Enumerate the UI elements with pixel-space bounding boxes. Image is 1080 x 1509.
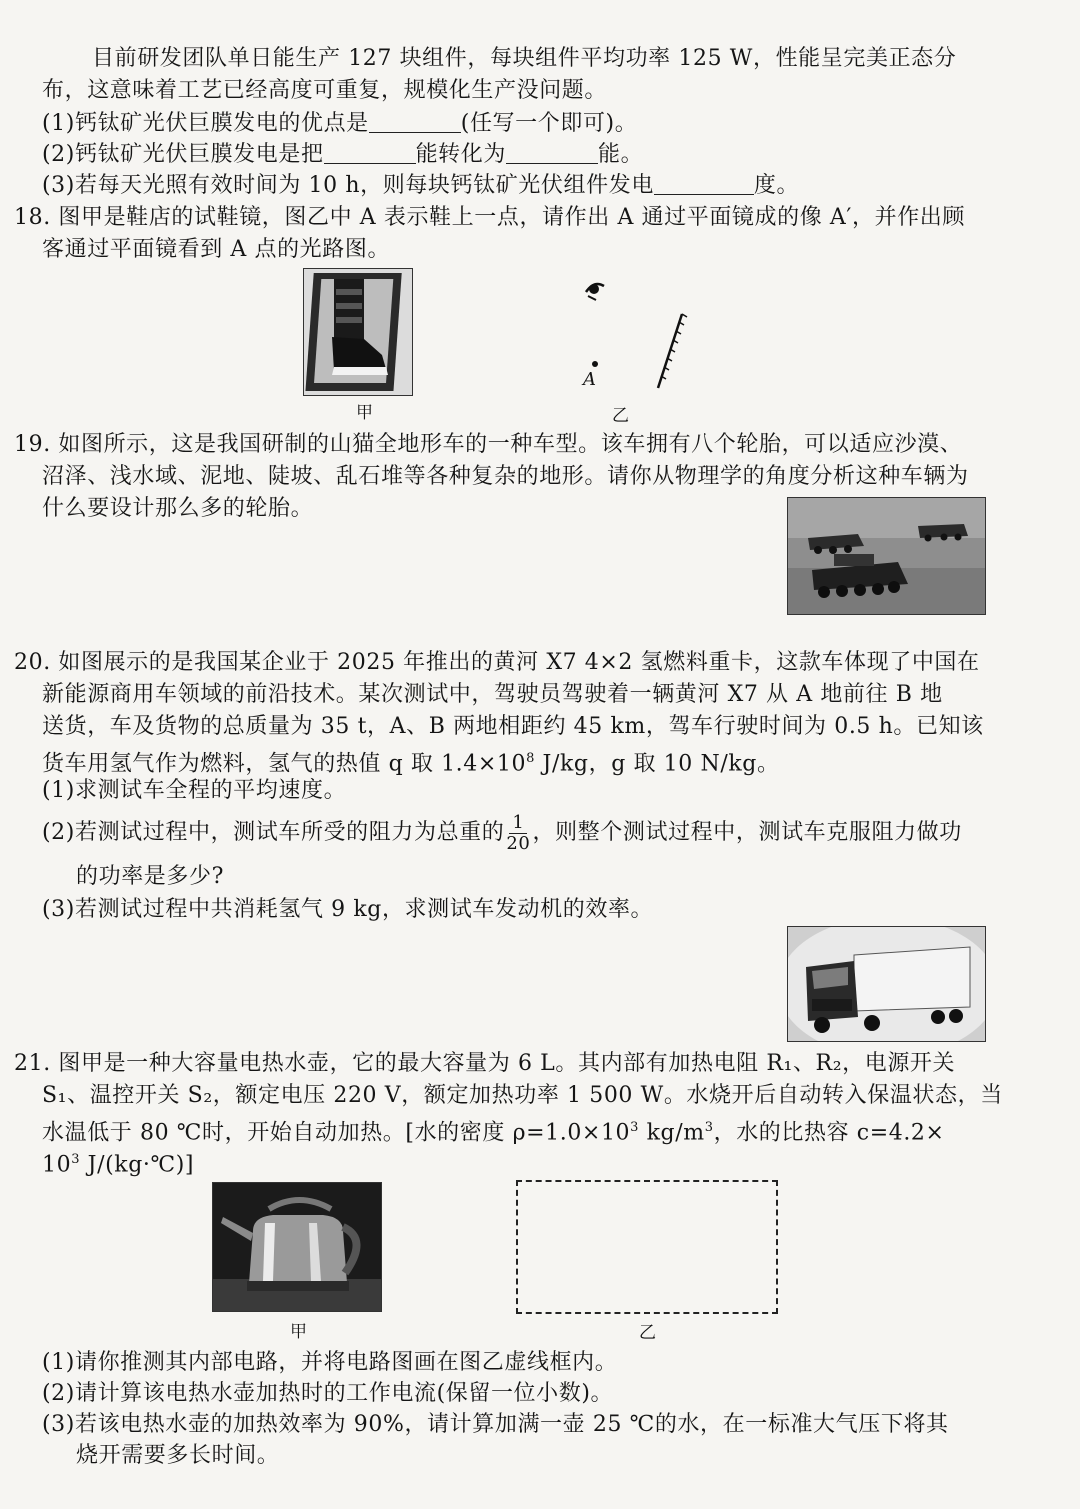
q21-line <box>42 1145 194 1180</box>
q18-line: 客通过平面镜看到 A 点的光路图。 <box>42 237 391 262</box>
q20-line: 新能源商用车领域的前沿技术。某次测试中，驾驶员驾驶着一辆黄河 X7 从 A 地前往 B 地 <box>42 682 943 707</box>
shoe-mirror-photo <box>303 268 413 396</box>
q21-text: kg/m <box>639 1120 705 1146</box>
answer-blank[interactable] <box>324 141 416 164</box>
exponent: 8 <box>526 751 535 766</box>
fraction <box>506 813 530 854</box>
q21-sub1: (1)请你推测其内部电路，并将电路图画在图乙虚线框内。 <box>42 1350 618 1375</box>
fraction-denominator: 20 <box>506 832 531 854</box>
electric-kettle-photo <box>212 1182 382 1312</box>
q17-sub3-text: 度。 <box>753 173 800 198</box>
q20-line: 20. 如图展示的是我国某企业于 2025 年推出的黄河 X7 4×2 氢燃料重卡，这款车体现了中国在 <box>14 650 980 675</box>
plane-mirror <box>658 314 687 388</box>
q21-sub2: (2)请计算该电热水壶加热时的工作电流(保留一位小数)。 <box>42 1381 614 1406</box>
q21-sub3-cont: 烧开需要多长时间。 <box>76 1443 280 1468</box>
intro-line: 目前研发团队单日能生产 127 块组件，每块组件平均功率 125 W，性能呈完美正态分 <box>92 46 957 71</box>
q21-line: 21. 图甲是一种大容量电热水壶，它的最大容量为 6 L。其内部有加热电阻 R₁、R₂，电源开关 <box>14 1051 956 1076</box>
q17-sub3 <box>42 171 799 201</box>
q17-sub2-text: (2)钙钛矿光伏巨膜发电是把 <box>42 142 324 167</box>
fraction-numerator: 1 <box>509 813 527 834</box>
exponent: 3 <box>630 1120 640 1135</box>
intro-line: 布，这意味着工艺已经高度可重复，规模化生产没问题。 <box>42 78 608 103</box>
answer-blank[interactable] <box>506 141 598 164</box>
q21-text: 水温低于 80 ℃时，开始自动加热。[水的密度 ρ=1.0×10 <box>42 1120 631 1146</box>
exponent: 3 <box>704 1120 714 1135</box>
circuit-drawing-box[interactable] <box>516 1180 778 1314</box>
answer-blank[interactable] <box>369 110 461 133</box>
all-terrain-vehicle-photo <box>787 497 986 615</box>
q20-sub2-text: ，则整个测试过程中，测试车克服阻力做功 <box>532 820 962 845</box>
q17-sub3-text: (3)若每天光照有效时间为 10 h，则每块钙钛矿光伏组件发电 <box>42 173 654 198</box>
eye-icon <box>586 284 604 300</box>
q20-sub3: (3)若测试过程中共消耗氢气 9 kg，求测试车发动机的效率。 <box>42 897 654 922</box>
q17-sub2-text: 能转化为 <box>415 142 506 167</box>
q20-text: J/kg，g 取 10 N/kg。 <box>534 751 780 777</box>
q19-line: 什么要设计那么多的轮胎。 <box>42 496 314 521</box>
hydrogen-truck-photo <box>787 926 986 1042</box>
q17-sub1-text: (任写一个即可)。 <box>460 111 638 136</box>
q17-sub2-text: 能。 <box>597 142 644 167</box>
q21-text: ，水的比热容 c=4.2× <box>713 1120 945 1146</box>
q20-sub2-cont: 的功率是多少? <box>76 864 224 889</box>
answer-blank[interactable] <box>654 172 754 195</box>
q20-sub2-text: (2)若测试过程中，测试车所受的阻力为总重的 <box>42 820 505 845</box>
q21-text: J/(kg·℃)] <box>80 1152 195 1178</box>
q20-sub2 <box>42 812 962 854</box>
q19-line: 19. 如图所示，这是我国研制的山猫全地形车的一种车型。该车拥有八个轮胎，可以适应沙漠、 <box>14 432 963 457</box>
q20-line <box>42 744 780 779</box>
q20-sub1: (1)求测试车全程的平均速度。 <box>42 778 347 803</box>
q19-line: 沼泽、浅水域、泥地、陡坡、乱石堆等各种复杂的地形。请你从物理学的角度分析这种车辆为 <box>42 464 969 489</box>
figure-caption: 乙 <box>639 1323 656 1343</box>
q21-sub3: (3)若该电热水壶的加热效率为 90%，请计算加满一壶 25 ℃的水，在一标准大气压下将其 <box>42 1412 949 1437</box>
q20-text: 货车用氢气作为燃料，氢气的热值 q 取 1.4×10 <box>42 751 527 777</box>
q17-sub1 <box>42 109 637 139</box>
exponent: 3 <box>71 1152 81 1167</box>
figure-caption: 甲 <box>356 403 373 423</box>
q21-line: S₁、温控开关 S₂，额定电压 220 V，额定加热功率 1 500 W。水烧开后自动转入保温状态，当 <box>42 1083 1003 1108</box>
q20-line: 送货，车及货物的总质量为 35 t，A、B 两地相距约 45 km，驾车行驶时间为 0.5 h。已知该 <box>42 714 984 739</box>
figure-caption: 乙 <box>612 406 629 426</box>
q21-line <box>42 1113 945 1148</box>
q18-line: 18. 图甲是鞋店的试鞋镜，图乙中 A 表示鞋上一点，请作出 A 通过平面镜成的像 A′，并作出顾 <box>14 205 966 230</box>
figure-caption: 甲 <box>290 1322 307 1342</box>
q21-text: 10 <box>42 1152 72 1178</box>
q17-sub2 <box>42 140 643 170</box>
point-a-label: A <box>583 369 597 390</box>
q17-sub1-text: (1)钙钛矿光伏巨膜发电的优点是 <box>42 111 369 136</box>
